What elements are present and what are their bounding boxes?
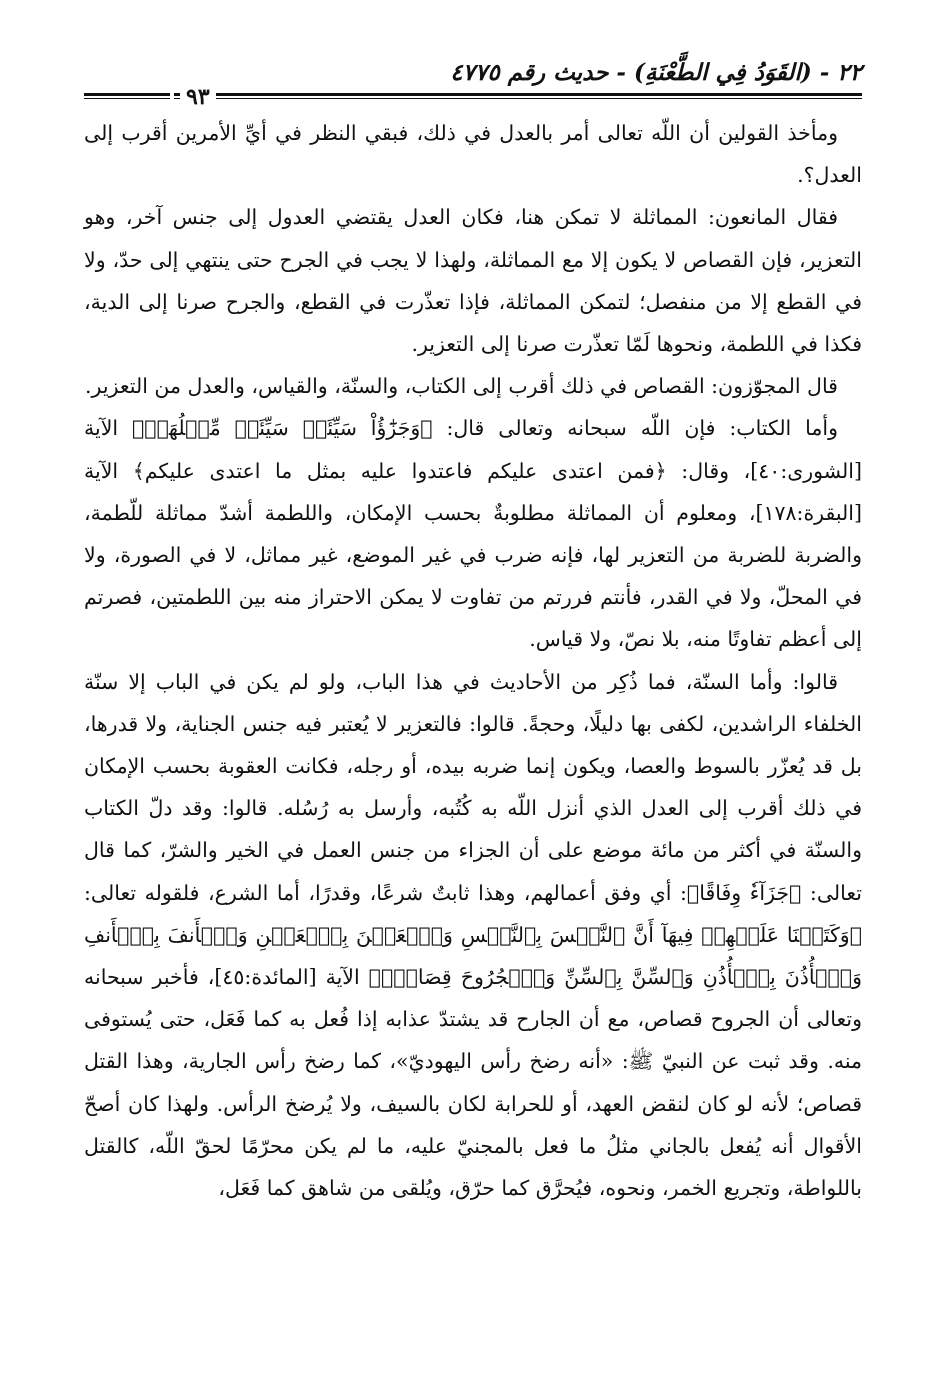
page-number-rule-thin [84, 98, 170, 99]
running-title: ٢٢ - (القَوَدُ فِي الطَّعْنَةِ) - حديث رقم ٤٧٧٥ [450, 59, 862, 86]
page-number-rule [84, 93, 170, 96]
page-number: ٩٣ [180, 86, 216, 108]
paragraph: قال المجوّزون: القصاص في ذلك أقرب إلى الكتاب، والسنّة، والقياس، والعدل من التعزير. [85, 374, 838, 399]
document-page [84, 56, 862, 1356]
body-text [84, 112, 862, 1209]
paragraph: ومأخذ القولين أن اللّه تعالى أمر بالعدل في ذلك، فبقي النظر في أيِّ الأمرين أقرب إلى العدل؟. [84, 121, 862, 188]
page-header [84, 56, 862, 110]
paragraph: فقال المانعون: المماثلة لا تمكن هنا، فكان العدل يقتضي العدول إلى جنس آخر، وهو التعزير، فإن القصاص لا يكون إلا مع المماثلة، ولهذا لا يجب في الجرح حتى ينتهي إلى حدّ، ولا في القطع إلا من منفصل؛ لتمكن المماثلة، فإذا تعذّرت في القطع، والجرح صرنا إلى الدية، فكذا في اللطمة، ونحوها لَمّا تعذّرت صرنا إلى التعزير. [84, 205, 862, 357]
paragraph: قالوا: وأما السنّة، فما ذُكِر من الأحاديث في هذا الباب، ولو لم يكن في الباب إلا سنّة الخلفاء الراشدين، لكفى بها دليلًا، وحجةً. قالوا: فالتعزير لا يُعتبر فيه جنس الجناية، ولا قدرها، بل قد يُعزّر بالسوط والعصا، ويكون إنما ضربه بيده، أو رجله، فكانت العقوبة بحسب الإمكان في ذلك أقرب إلى العدل الذي أنزل اللّه به كُتُبه، وأرسل به رُسُله. قالوا: وقد دلّ الكتاب والسنّة في أكثر من مائة موضع على أن الجزاء من جنس العمل في الخير والشرّ، كما قال تعالى: ﴿جَزَآءٗ وِفَاقًا﴾: أي وفق أعمالهم، وهذا ثابتٌ شرعًا، وقدرًا، أما الشرع، فلقوله تعالى: ﴿وَكَتَبۡنَا عَلَيۡهِمۡ فِيهَآ أَنَّ ٱلنَّفۡسَ بِٱلنَّفۡسِ وَٱلۡعَيۡنَ بِٱلۡعَيۡنِ وَٱلۡأَنفَ بِٱلۡأَنفِ وَٱلۡأُذُنَ بِٱلۡأُذُنِ وَٱلسِّنَّ بِٱلسِّنِّ وَٱلۡجُرُوحَ قِصَاصٞۚ﴾ الآية [المائدة:٤٥]، فأخبر سبحانه وتعالى أن الجروح قصاص، مع أن الجارح قد يشتدّ عذابه إذا فُعل به كما فَعَل، حتى يُستوفى منه. وقد ثبت عن النبيّ ﷺ: «أنه رضخ رأس اليهوديّ»، كما رضخ رأس الجارية، وهذا القتل قصاص؛ لأنه لو كان لنقض العهد، أو للحرابة لكان بالسيف، ولا يُرضخ الرأس. ولهذا كان أصحّ الأقوال أنه يُفعل بالجاني مثلُ ما فعل بالمجنيّ عليه، ما لم يكن محرّمًا لحقّ اللّه، كالقتل باللواطة، وتجريع الخمر، ونحوه، فيُحرَّق كما حرّق، ويُلقى من شاهق كما فَعَل، [84, 669, 862, 1201]
paragraph: وأما الكتاب: فإن اللّه سبحانه وتعالى قال: ﴿وَجَزَٰٓؤُاْ سَيِّئَةٖ سَيِّئَةٞ مِّثۡلُهَاۖ﴾ الآية [الشورى:٤٠]، وقال: ﴿فمن اعتدى عليكم فاعتدوا عليه بمثل ما اعتدى عليكم﴾ الآية [البقرة:١٧٨]، ومعلوم أن المماثلة مطلوبةٌ بحسب الإمكان، واللطمة أشدّ مماثلة للّطمة، والضربة للضربة من التعزير لها، فإنه ضرب في غير الموضع، غير مماثل، لا في الصورة، ولا في المحلّ، ولا في القدر، فأنتم فررتم من تفاوت لا يمكن الاحتراز منه بين اللطمتين، فصرتم إلى أعظم تفاوتًا منه، بلا نصّ، ولا قياس. [84, 416, 862, 652]
